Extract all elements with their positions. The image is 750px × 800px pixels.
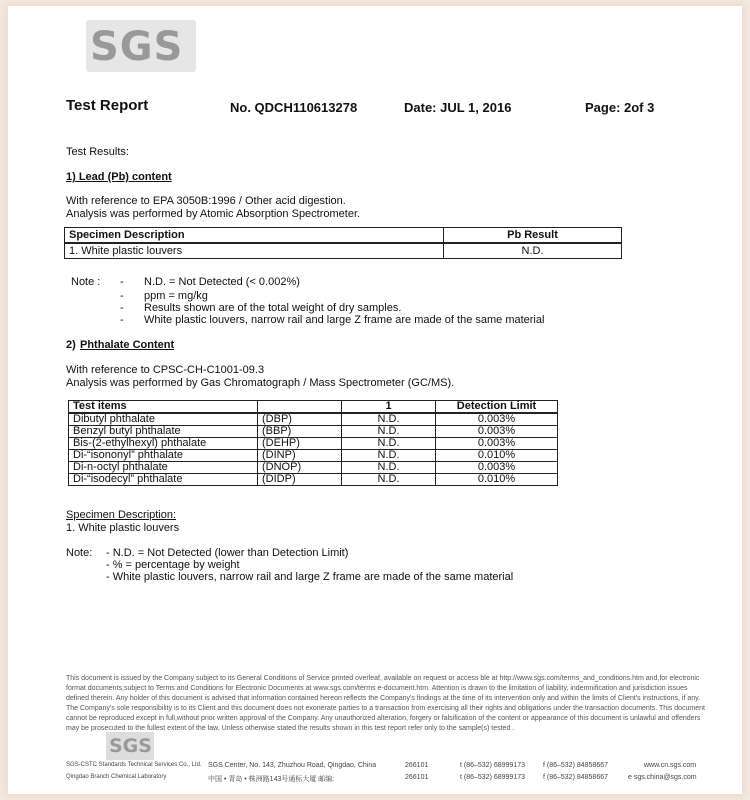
col-abbrev [258,401,342,414]
table-row [69,474,558,486]
row-item: Di-“isodecyl” phthalate [69,474,258,486]
lead-col-result: Pb Result [444,228,622,244]
row-abbrev: (DEHP) [258,438,342,450]
footer-sgs-logo [106,732,154,760]
report-number: No. QDCH110613278 [230,100,358,115]
col-detection-limit: Detection Limit [436,401,558,414]
report-title: Test Report [66,97,149,114]
report-page [8,6,742,794]
row-result: N.D. [342,438,436,450]
row-result: N.D. [342,413,436,426]
row-limit: 0.003% [436,438,558,450]
lead-note-1: N.D. = Not Detected (< 0.002%) [144,276,300,288]
lead-row-desc: 1. White plastic louvers [65,243,444,259]
footer-logo-text: SGS [109,735,152,757]
specimen-label: Specimen Description: [66,509,177,521]
row-limit: 0.010% [436,474,558,486]
row-result: N.D. [342,462,436,474]
phthalate-note-2: - % = percentage by weight [106,559,240,571]
postcode-en: 266101 [405,762,429,769]
lead-note-3: Results shown are of the total weight of dry samples. [144,302,402,314]
phthalate-note-1: - N.D. = Not Detected (lower than Detection Limit) [106,547,349,559]
col-result: 1 [342,401,436,414]
phthalate-heading-number: 2) [66,339,76,351]
row-abbrev: (DIDP) [258,474,342,486]
row-abbrev: (BBP) [258,426,342,438]
phthalate-reference: With reference to CPSC-CH-C1001-09.3 [66,364,265,376]
col-test-items: Test items [69,401,258,414]
row-item: Benzyl butyl phthalate [69,426,258,438]
lead-reference: With reference to EPA 3050B:1996 / Other acid digestion. [66,195,346,207]
sgs-logo-text: SGS [90,24,184,70]
row-limit: 0.003% [436,413,558,426]
row-limit: 0.003% [436,462,558,474]
lead-row-result: N.D. [444,243,622,259]
row-limit: 0.003% [436,426,558,438]
row-abbrev: (DINP) [258,450,342,462]
fax-2: f (86–532) 84858667 [543,774,608,781]
phthalate-note-label: Note: [66,547,93,559]
company-name-cn: Qingdao Branch Chemical Laboratory [66,774,167,780]
note-dash: - [120,302,124,314]
row-item: Dibutyl phthalate [69,413,258,426]
website-link[interactable]: www.cn.sgs.com [644,762,697,769]
phthalate-note-3: - White plastic louvers, narrow rail and large Z frame are made of the same material [106,571,514,583]
lead-analysis: Analysis was performed by Atomic Absorption Spectrometer. [66,208,361,220]
table-row [69,413,558,426]
row-limit: 0.010% [436,450,558,462]
lead-col-specimen: Specimen Description [65,228,444,244]
page-number: Page: 2of 3 [585,100,655,115]
lead-note-4: White plastic louvers, narrow rail and large Z frame are made of the same material [144,314,545,326]
sgs-logo [86,20,196,72]
fax-1: f (86–532) 84858667 [543,762,608,769]
lead-note-2: ppm = mg/kg [144,290,208,302]
row-result: N.D. [342,474,436,486]
row-abbrev: (DNOP) [258,462,342,474]
table-row [69,462,558,474]
row-abbrev: (DBP) [258,413,342,426]
phthalate-heading: Phthalate Content [80,339,175,351]
row-result: N.D. [342,426,436,438]
report-date: Date: JUL 1, 2016 [404,100,512,115]
phthalate-analysis: Analysis was performed by Gas Chromatograph / Mass Spectrometer (GC/MS). [66,377,455,389]
phone-1: t (86–532) 68999173 [460,762,525,769]
table-row [69,438,558,450]
lead-note-label: Note : [71,276,101,288]
lead-heading: 1) Lead (Pb) content [66,171,172,183]
table-row [69,450,558,462]
lead-table [64,227,622,259]
row-result: N.D. [342,450,436,462]
legal-disclaimer: This document is issued by the Company subject to its General Conditions of Service printed overleaf, available on request or access ble at http://www.sgs.com/terms_and_conditions.htm and,for electronic format documents,subject to Terms and Conditions for Electronic Documents at www.sgs.com/terms e-document.htm. Attention is drawn to the limitation of liability, indemnification and jurisdiction issues defined therein. Any holder of this document is advised that information contained hereon reflects the Company's findings at the time of its intervention only and within the limits of Client's instructions, if any. The Company's sole responsibility is to its Client and this document does not exonerate parties to a transaction from exercising all their rights and obligations under the transaction documents. This document cannot be reproduced except in full,without prior written approval of the Company. Any unauthorized alteration, forgery or falsification of the content or appearance of this document is unlawful and offenders may be prosecuted to the fullest extent of the law. Unless otherwise stated the results shown in this test report refer only to the sample(s) tested . [66,675,705,732]
postcode-cn: 266101 [405,774,429,781]
row-item: Di-n-octyl phthalate [69,462,258,474]
company-name-en: SGS-CSTC Standards Technical Services Co., Ltd. [66,762,202,768]
note-dash: - [120,314,124,326]
specimen-item: 1. White plastic louvers [66,522,180,534]
phthalate-table [68,400,558,486]
email-link[interactable]: e sgs.china@sgs.com [628,774,697,781]
test-results-label: Test Results: [66,146,129,158]
note-dash: - [120,276,124,288]
table-row [69,426,558,438]
address-cn: 中国 • 青岛 • 株洲路143号通标大厦 邮编: [208,776,335,783]
row-item: Bis-(2-ethylhexyl) phthalate [69,438,258,450]
note-dash: - [120,290,124,302]
phone-2: t (86–532) 68999173 [460,774,525,781]
row-item: Di-“isononyl” phthalate [69,450,258,462]
address-en: SGS Center, No. 143, Zhuzhou Road, Qingdao, China [208,762,377,769]
